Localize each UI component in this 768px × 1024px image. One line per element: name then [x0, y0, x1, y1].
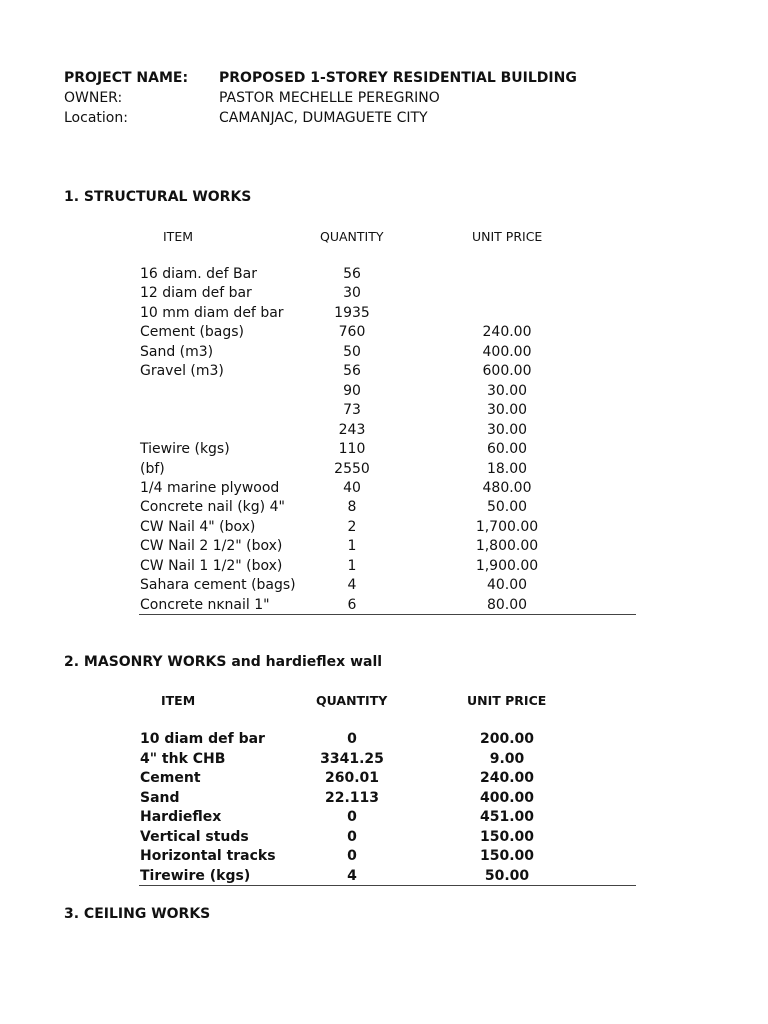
- structural-row-item: 1/4 marine plywood: [140, 479, 280, 496]
- masonry-row-item: Hardieflex: [140, 809, 222, 825]
- masonry-row-unit-price: 240.00: [479, 770, 535, 786]
- structural-row-item: Sahara cement (bags): [140, 577, 296, 594]
- structural-row-item: CW Nail 2 1/2" (box): [140, 538, 283, 555]
- structural-row-item: CW Nail 4" (box): [140, 518, 256, 535]
- structural-row-item: 10 mm diam def bar: [140, 304, 284, 321]
- masonry-row-item: 4" thk CHB: [140, 750, 226, 767]
- structural-item-header: ITEM: [163, 229, 194, 244]
- structural-unit-price-header: UNIT PRICE: [472, 229, 543, 244]
- structural-row-item: CW Nail 1 1/2" (box): [140, 557, 283, 574]
- masonry-row-unit-price: 9.00: [489, 750, 525, 767]
- structural-row-quantity: 90: [343, 382, 361, 399]
- structural-row-unit-price: 600.00: [482, 363, 532, 380]
- masonry-row-quantity: 0: [347, 809, 357, 825]
- structural-row-quantity: 1: [347, 557, 357, 574]
- structural-row-unit-price: 1,900.00: [475, 557, 539, 574]
- masonry-row-item: Horizontal tracks: [140, 848, 276, 864]
- structural-row-unit-price: 400.00: [482, 343, 532, 360]
- structural-quantity-header: QUANTITY: [320, 229, 384, 244]
- structural-row-unit-price: 40.00: [486, 577, 528, 594]
- masonry-item-header: ITEM: [161, 693, 196, 708]
- structural-row-unit-price: 30.00: [486, 402, 528, 419]
- masonry-table-bottom-rule: [139, 885, 636, 886]
- structural-row-unit-price: 60.00: [486, 441, 528, 458]
- structural-row-item: Tiewire (kgs): [140, 441, 230, 458]
- structural-row-unit-price: 50.00: [486, 499, 528, 516]
- masonry-row-quantity: 3341.25: [320, 750, 384, 767]
- masonry-unit-price-header: UNIT PRICE: [467, 693, 547, 708]
- project-name-label: PROJECT NAME:: [64, 70, 189, 86]
- structural-row-quantity: 40: [343, 479, 361, 496]
- structural-row-item: Cement (bags): [140, 324, 245, 341]
- masonry-row-quantity: 0: [347, 828, 357, 845]
- structural-row-quantity: 760: [338, 324, 366, 341]
- structural-row-quantity: 2550: [334, 460, 370, 477]
- structural-table-bottom-rule: [139, 614, 636, 615]
- structural-row-item: Concrete nĸnail 1": [140, 596, 270, 613]
- masonry-row-unit-price: 150.00: [479, 828, 535, 845]
- structural-row-unit-price: 240.00: [482, 324, 532, 341]
- masonry-row-quantity: 22.113: [324, 789, 380, 806]
- structural-row-quantity: 1935: [334, 304, 370, 321]
- masonry-row-quantity: 4: [347, 867, 357, 884]
- masonry-row-quantity: 0: [347, 731, 357, 747]
- structural-row-unit-price: 80.00: [486, 596, 528, 613]
- structural-row-quantity: 1: [347, 538, 357, 555]
- masonry-row-item: 10 diam def bar: [140, 731, 265, 747]
- structural-row-item: 12 diam def bar: [140, 285, 252, 302]
- location-value: CAMANJAC, DUMAGUETE CITY: [219, 110, 428, 126]
- masonry-row-quantity: 260.01: [324, 770, 380, 786]
- masonry-row-unit-price: 400.00: [479, 789, 535, 806]
- project-name-value: PROPOSED 1-STOREY RESIDENTIAL BUILDING: [219, 70, 577, 86]
- masonry-row-unit-price: 451.00: [479, 809, 535, 825]
- structural-row-unit-price: 480.00: [482, 479, 532, 496]
- structural-row-quantity: 30: [343, 285, 361, 302]
- masonry-quantity-header: QUANTITY: [316, 693, 388, 708]
- structural-row-quantity: 2: [347, 518, 357, 535]
- structural-row-quantity: 6: [347, 596, 357, 613]
- structural-row-quantity: 8: [347, 499, 357, 516]
- owner-label: OWNER:: [64, 90, 123, 106]
- masonry-works-title: 2. MASONRY WORKS and hardieflex wall: [64, 654, 383, 670]
- structural-row-quantity: 4: [347, 577, 357, 594]
- structural-row-item: Gravel (m3): [140, 363, 224, 380]
- structural-works-title: 1. STRUCTURAL WORKS: [64, 189, 252, 205]
- masonry-row-item: Sand: [140, 789, 180, 806]
- masonry-row-item: Tirewire (kgs): [140, 867, 251, 884]
- masonry-row-item: Cement: [140, 770, 201, 786]
- owner-value: PASTOR MECHELLE PEREGRINO: [219, 90, 440, 106]
- structural-row-unit-price: 1,800.00: [475, 538, 539, 555]
- structural-row-item: (bf): [140, 460, 165, 477]
- masonry-row-unit-price: 50.00: [484, 867, 530, 884]
- structural-row-item: Concrete nail (kg) 4": [140, 499, 285, 516]
- structural-row-quantity: 110: [338, 441, 366, 458]
- structural-row-quantity: 73: [343, 402, 361, 419]
- ceiling-works-title: 3. CEILING WORKS: [64, 906, 211, 922]
- structural-row-item: 16 diam. def Bar: [140, 266, 257, 282]
- structural-row-quantity: 56: [343, 266, 361, 282]
- structural-row-item: Sand (m3): [140, 343, 214, 360]
- structural-row-unit-price: 1,700.00: [475, 518, 539, 535]
- structural-row-unit-price: 18.00: [486, 460, 528, 477]
- masonry-row-unit-price: 150.00: [479, 848, 535, 864]
- structural-row-quantity: 56: [343, 363, 361, 380]
- masonry-row-quantity: 0: [347, 848, 357, 864]
- masonry-row-item: Vertical studs: [140, 828, 249, 845]
- masonry-row-unit-price: 200.00: [479, 731, 535, 747]
- structural-row-quantity: 50: [343, 343, 361, 360]
- location-label: Location:: [64, 110, 128, 126]
- structural-row-unit-price: 30.00: [486, 382, 528, 399]
- structural-row-unit-price: 30.00: [486, 421, 528, 438]
- structural-row-quantity: 243: [338, 421, 366, 438]
